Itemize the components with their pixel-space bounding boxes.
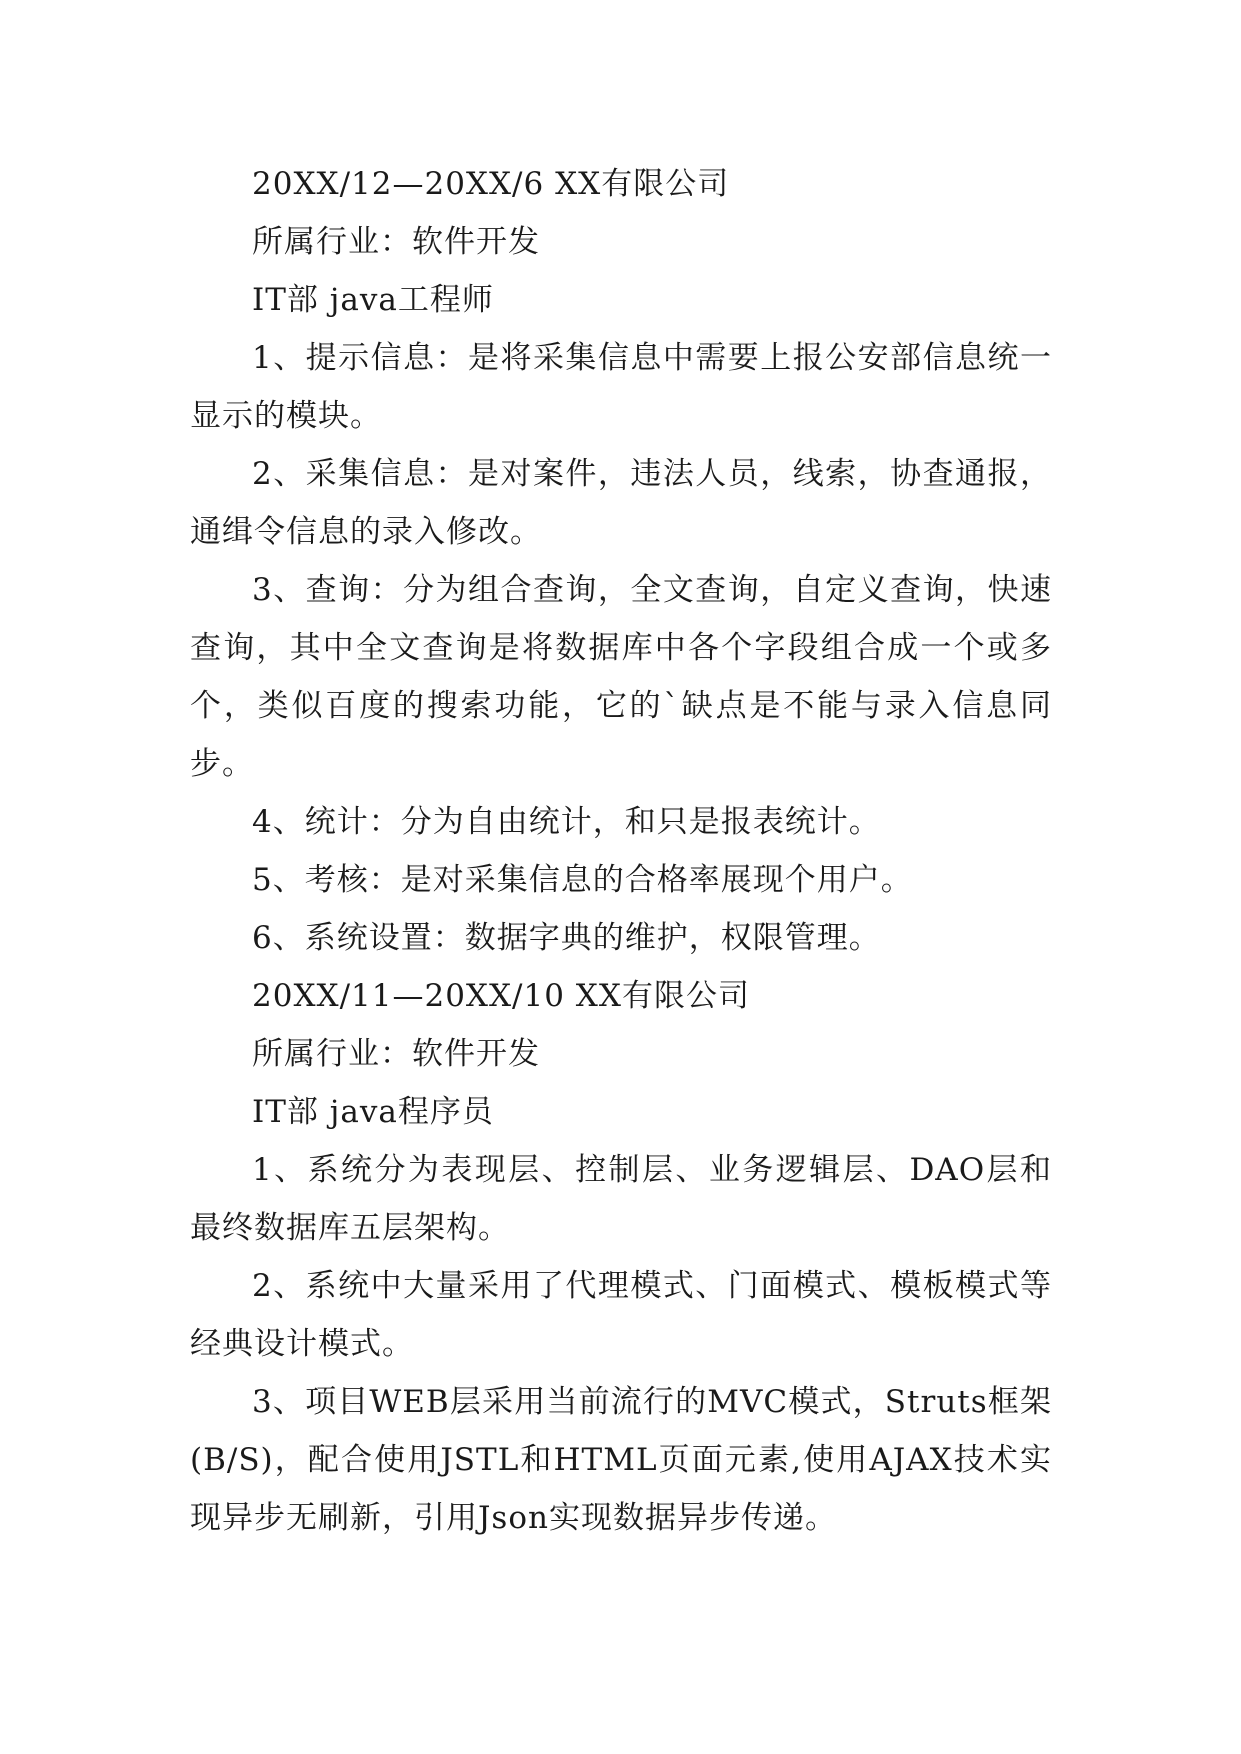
duty-paragraph: 3、查询：分为组合查询，全文查询，自定义查询，快速查询，其中全文查询是将数据库中各个字段组合成一个或多个，类似百度的搜索功能，它的`缺点是不能与录入信息同步。: [190, 572, 1052, 782]
position-1: IT部 java工程师: [252, 282, 494, 318]
duty-paragraph: 1、提示信息：是将采集信息中需要上报公安部信息统一显示的模块。: [190, 340, 1052, 434]
document-body: [190, 155, 1052, 1547]
duty-paragraph: 5、考核：是对采集信息的合格率展现个用户。: [252, 862, 913, 898]
duty-paragraph: 2、系统中大量采用了代理模式、门面模式、模板模式等经典设计模式。: [190, 1268, 1052, 1362]
duty-paragraph: 4、统计：分为自由统计，和只是报表统计。: [252, 804, 881, 840]
job-period-2: 20XX/11—20XX/10 XX有限公司: [252, 978, 750, 1014]
job-period-1: 20XX/12—20XX/6 XX有限公司: [252, 166, 730, 202]
duty-paragraph: 1、系统分为表现层、控制层、业务逻辑层、DAO层和最终数据库五层架构。: [190, 1152, 1052, 1246]
industry-2: 所属行业：软件开发: [252, 1036, 540, 1072]
duty-paragraph: 6、系统设置：数据字典的维护，权限管理。: [252, 920, 881, 956]
industry-1: 所属行业：软件开发: [252, 224, 540, 260]
duty-paragraph: 2、采集信息：是对案件，违法人员，线索，协查通报，通缉令信息的录入修改。: [190, 456, 1052, 550]
position-2: IT部 java程序员: [252, 1094, 494, 1130]
duty-paragraph: 3、项目WEB层采用当前流行的MVC模式，Struts框架(B/S)，配合使用JSTL和HTML页面元素,使用AJAX技术实现异步无刷新，引用Json实现数据异步传递。: [190, 1384, 1052, 1536]
